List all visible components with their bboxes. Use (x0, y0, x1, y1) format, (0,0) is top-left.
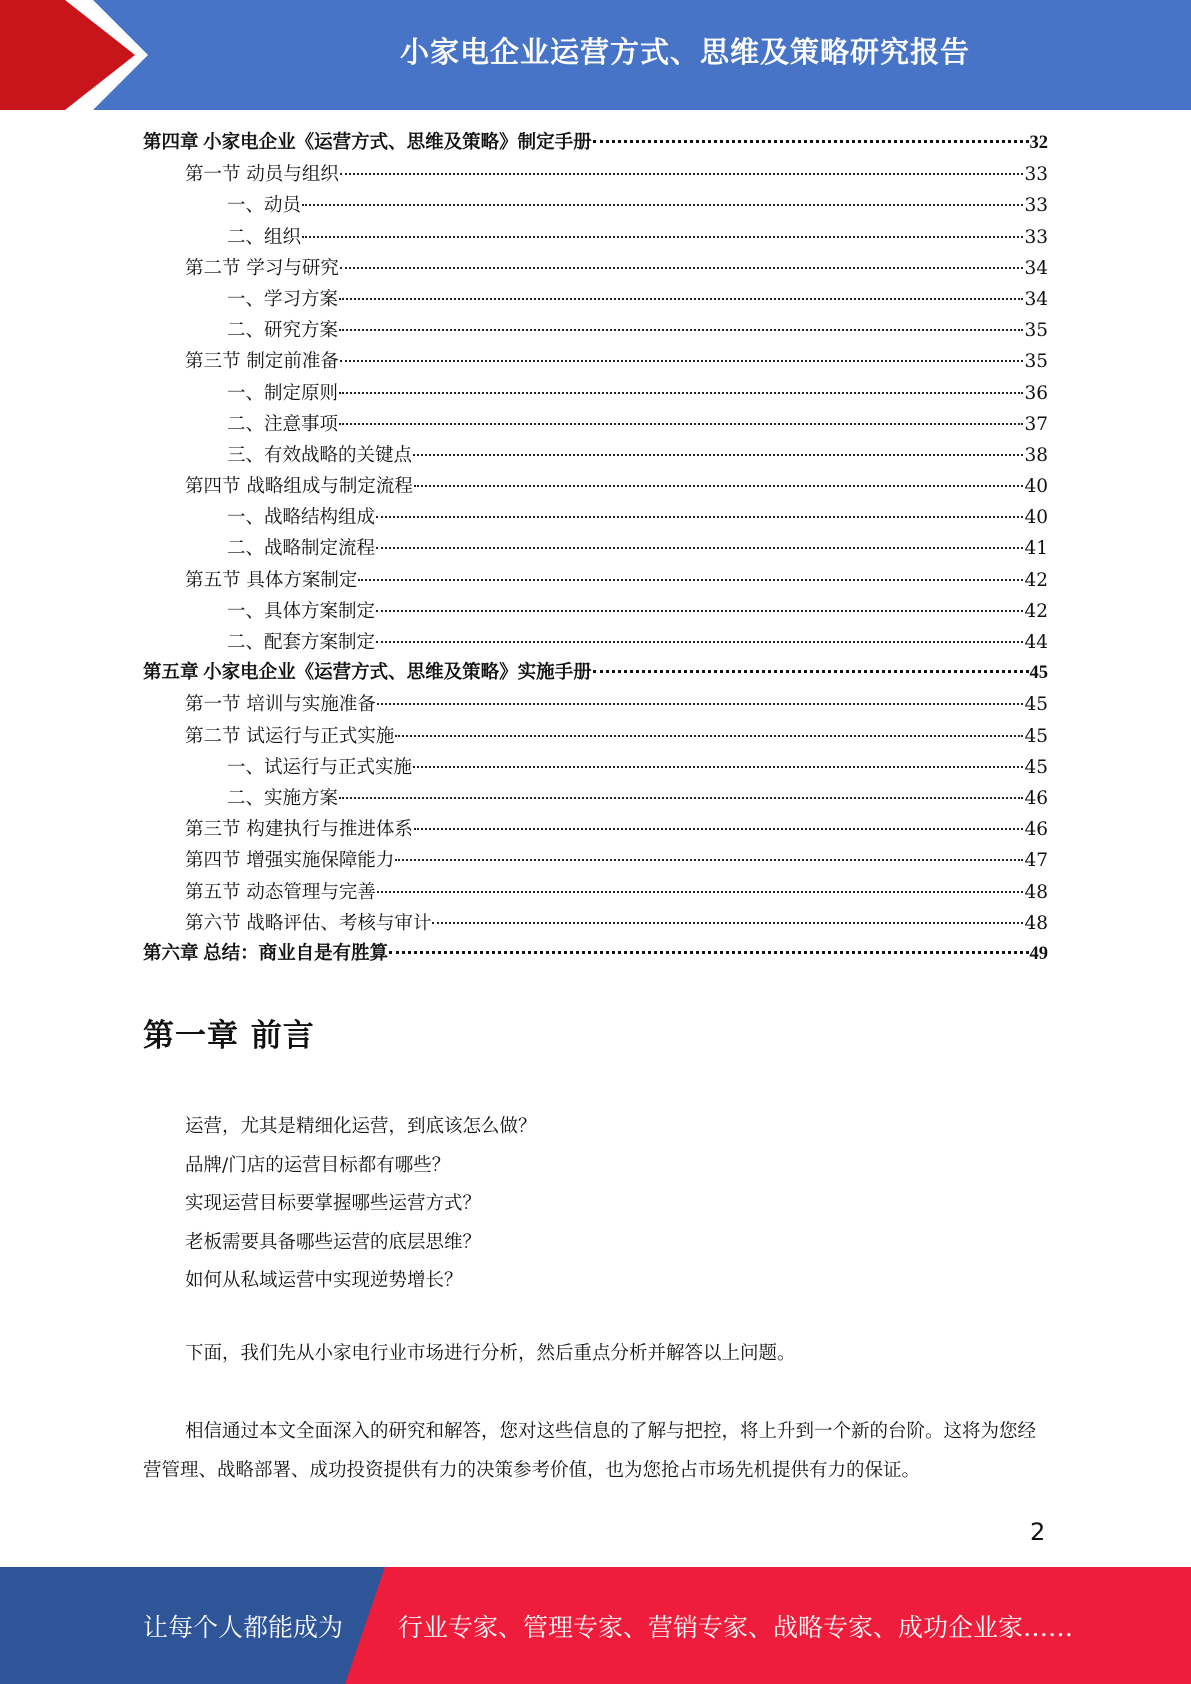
document-title: 小家电企业运营方式、思维及策略研究报告 (399, 34, 970, 69)
toc-entry-label: 第四节 增强实施保障能力 (185, 850, 395, 872)
toc-entry-page: 41 (1024, 538, 1048, 560)
toc-dot-leader (302, 236, 1023, 238)
toc-dot-leader (339, 392, 1023, 394)
table-of-contents (143, 128, 1048, 970)
toc-entry-page: 46 (1024, 787, 1048, 809)
toc-dot-leader (377, 891, 1024, 893)
header-band (0, 0, 1191, 110)
toc-dot-leader (413, 454, 1023, 456)
toc-entry-label: 二、战略制定流程 (227, 538, 376, 560)
toc-chapter-entry[interactable] (143, 939, 1048, 970)
toc-entry-page: 32 (1029, 133, 1048, 153)
toc-entry-label: 第五节 具体方案制定 (185, 569, 358, 591)
toc-entry-page: 35 (1024, 320, 1048, 342)
toc-entry-page: 45 (1029, 663, 1048, 684)
toc-subsection-entry[interactable] (143, 783, 1048, 814)
toc-entry-page: 37 (1024, 413, 1048, 435)
toc-entry-page: 48 (1024, 881, 1048, 903)
toc-entry-label: 一、动员 (227, 195, 302, 217)
toc-entry-page: 45 (1024, 725, 1048, 747)
toc-dot-leader (339, 797, 1023, 799)
toc-section-entry[interactable] (143, 346, 1048, 377)
toc-entry-page: 44 (1024, 632, 1048, 653)
toc-dot-leader (302, 204, 1023, 206)
toc-entry-page: 38 (1024, 444, 1048, 466)
toc-chapter-entry[interactable] (143, 658, 1048, 689)
toc-entry-page: 46 (1024, 819, 1048, 841)
toc-entry-page: 42 (1024, 600, 1048, 622)
toc-entry-page: 47 (1024, 850, 1048, 872)
toc-entry-label: 第二节 学习与研究 (185, 257, 339, 279)
toc-entry-page: 33 (1024, 226, 1048, 248)
toc-dot-leader (414, 828, 1024, 830)
toc-dot-leader (413, 766, 1023, 768)
toc-entry-label: 第五章 小家电企业《运营方式、思维及策略》实施手册 (143, 663, 592, 684)
toc-subsection-entry[interactable] (143, 190, 1048, 221)
summary-paragraph: 相信通过本文全面深入的研究和解答，您对这些信息的了解与把控，将上升到一个新的台阶。这将为您经营管理、战略部署、成功投资提供有力的决策参考价值，也为您抢占市场先机提供有力的保证。 (143, 1421, 1037, 1481)
toc-entry-label: 一、战略结构组成 (227, 507, 376, 529)
toc-dot-leader (358, 579, 1023, 581)
toc-subsection-entry[interactable] (143, 222, 1048, 253)
toc-subsection-entry[interactable] (143, 533, 1048, 564)
toc-entry-page: 35 (1024, 351, 1048, 373)
toc-chapter-entry[interactable] (143, 128, 1048, 159)
question-line: 如何从私域运营中实现逆势增长？ (185, 1270, 463, 1291)
toc-dot-leader (376, 641, 1023, 643)
toc-dot-leader (339, 329, 1023, 331)
toc-section-entry[interactable] (143, 565, 1048, 596)
toc-entry-page: 45 (1024, 756, 1048, 778)
toc-section-entry[interactable] (143, 471, 1048, 502)
toc-section-entry[interactable] (143, 721, 1048, 752)
toc-dot-leader (376, 516, 1023, 518)
toc-section-entry[interactable] (143, 877, 1048, 908)
question-line: 老板需要具备哪些运营的底层思维？ (185, 1231, 482, 1253)
toc-dot-leader (593, 670, 1029, 673)
toc-entry-label: 一、制定原则 (227, 382, 339, 404)
toc-entry-page: 33 (1024, 195, 1048, 217)
toc-entry-label: 第一节 动员与组织 (185, 164, 339, 186)
toc-dot-leader (376, 547, 1023, 549)
toc-dot-leader (340, 267, 1024, 269)
toc-section-entry[interactable] (143, 159, 1048, 190)
footer-slogan-left: 让每个人都能成为 (143, 1612, 344, 1642)
footer-band (0, 1567, 1191, 1684)
toc-subsection-entry[interactable] (143, 378, 1048, 409)
toc-entry-label: 第六节 战略评估、考核与审计 (185, 912, 432, 934)
toc-dot-leader (339, 423, 1023, 425)
toc-subsection-entry[interactable] (143, 596, 1048, 627)
toc-entry-label: 二、注意事项 (227, 413, 339, 435)
toc-entry-label: 二、实施方案 (227, 787, 339, 809)
toc-entry-label: 二、研究方案 (227, 320, 339, 342)
toc-section-entry[interactable] (143, 845, 1048, 876)
toc-dot-leader (593, 140, 1029, 143)
footer-slogan-right: 行业专家、管理专家、营销专家、战略专家、成功企业家…… (398, 1612, 1074, 1642)
toc-section-entry[interactable] (143, 689, 1048, 720)
toc-dot-leader (432, 922, 1023, 924)
toc-subsection-entry[interactable] (143, 315, 1048, 346)
toc-entry-label: 一、具体方案制定 (227, 600, 376, 622)
toc-entry-label: 第五节 动态管理与完善 (185, 881, 376, 903)
toc-entry-page: 40 (1024, 476, 1048, 498)
toc-section-entry[interactable] (143, 814, 1048, 845)
toc-entry-label: 第三节 制定前准备 (185, 351, 339, 373)
toc-entry-label: 二、配套方案制定 (227, 632, 376, 653)
toc-entry-label: 三、有效战略的关键点 (227, 444, 413, 466)
toc-entry-page: 34 (1024, 288, 1048, 310)
toc-dot-leader (339, 298, 1023, 300)
toc-dot-leader (414, 485, 1024, 487)
toc-dot-leader (395, 859, 1023, 861)
question-list (185, 1108, 537, 1301)
page-number: 2 (1030, 1518, 1046, 1546)
toc-entry-page: 34 (1024, 257, 1048, 279)
toc-subsection-entry[interactable] (143, 752, 1048, 783)
toc-entry-label: 第四章 小家电企业《运营方式、思维及策略》制定手册 (143, 133, 592, 153)
toc-dot-leader (377, 703, 1024, 705)
toc-subsection-entry[interactable] (143, 440, 1048, 471)
toc-entry-label: 第二节 试运行与正式实施 (185, 725, 395, 747)
toc-entry-page: 42 (1024, 569, 1048, 591)
question-line: 品牌/门店的运营目标都有哪些？ (185, 1154, 451, 1176)
toc-entry-page: 49 (1029, 943, 1048, 964)
toc-dot-leader (395, 735, 1023, 737)
toc-entry-label: 一、学习方案 (227, 288, 339, 310)
toc-entry-label: 二、组织 (227, 226, 302, 248)
toc-entry-page: 40 (1024, 507, 1048, 529)
toc-entry-label: 第一节 培训与实施准备 (185, 694, 376, 716)
toc-entry-label: 一、试运行与正式实施 (227, 756, 413, 778)
toc-section-entry[interactable] (143, 253, 1048, 284)
question-line: 运营，尤其是精细化运营，到底该怎么做？ (185, 1116, 537, 1137)
toc-entry-label: 第六章 总结：商业自是有胜算 (143, 943, 389, 964)
toc-dot-leader (376, 610, 1023, 612)
toc-subsection-entry[interactable] (143, 502, 1048, 533)
toc-dot-leader (389, 951, 1028, 954)
toc-entry-label: 第三节 构建执行与推进体系 (185, 819, 413, 841)
toc-subsection-entry[interactable] (143, 284, 1048, 315)
toc-entry-page: 36 (1024, 382, 1048, 404)
toc-entry-page: 48 (1024, 912, 1048, 934)
toc-subsection-entry[interactable] (143, 409, 1048, 440)
question-line: 实现运营目标要掌握哪些运营方式？ (185, 1193, 482, 1214)
toc-section-entry[interactable] (143, 908, 1048, 939)
intro-paragraph: 下面，我们先从小家电行业市场进行分析，然后重点分析并解答以上问题。 (185, 1343, 796, 1364)
chapter-title: 第一章 前言 (143, 1018, 315, 1054)
toc-dot-leader (340, 360, 1024, 362)
toc-subsection-entry[interactable] (143, 627, 1048, 658)
toc-entry-page: 33 (1024, 164, 1048, 186)
toc-dot-leader (340, 173, 1024, 175)
toc-entry-label: 第四节 战略组成与制定流程 (185, 476, 413, 498)
toc-entry-page: 45 (1024, 694, 1048, 716)
